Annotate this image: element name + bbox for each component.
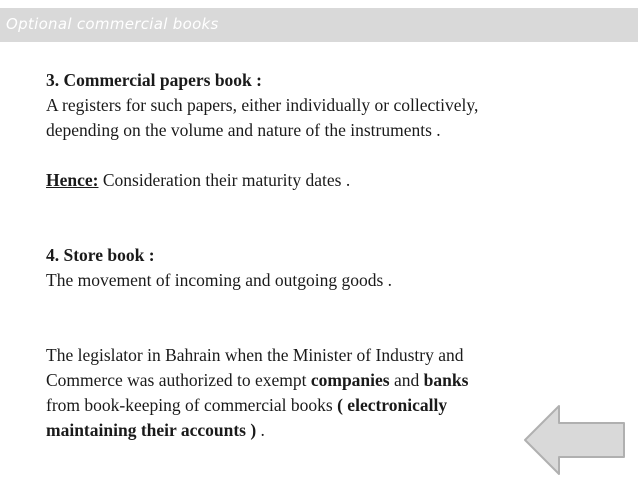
left-arrow-icon[interactable] [523, 404, 627, 476]
left-arrow-shape [523, 404, 627, 476]
legislator-line-3 [46, 393, 606, 418]
electronically-term: ( electronically [337, 395, 448, 415]
hence-text: Consideration their maturity dates . [98, 170, 351, 190]
accounts-term: maintaining their accounts ) [46, 420, 257, 440]
papers-line-2: depending on the volume and nature of the instruments . [46, 120, 441, 140]
legislator-line-2 [46, 368, 606, 393]
spacer [46, 143, 606, 168]
store-text: The movement of incoming and outgoing goods . [46, 270, 393, 290]
hence-label: Hence: [46, 170, 99, 190]
slide-title: Optional commercial books [6, 15, 219, 33]
banks-term: banks [423, 370, 469, 390]
papers-heading: 3. Commercial papers book : [46, 70, 262, 90]
title-bar [0, 8, 638, 42]
legislator-line-4 [46, 418, 606, 443]
companies-term: companies [310, 370, 390, 390]
legislator-line-1: The legislator in Bahrain when the Minister of Industry and [46, 345, 464, 365]
hence-line [46, 168, 606, 193]
store-heading: 4. Store book : [46, 245, 155, 265]
legislator-text: and [389, 370, 424, 390]
legislator-text: from book-keeping of commercial books [46, 395, 338, 415]
legislator-text: Commerce was authorized to exempt [46, 370, 311, 390]
papers-line-1: A registers for such papers, either individually or collectively, [46, 95, 479, 115]
spacer [46, 293, 606, 343]
legislator-text: . [256, 420, 265, 440]
slide-content [46, 68, 606, 443]
spacer [46, 193, 606, 243]
